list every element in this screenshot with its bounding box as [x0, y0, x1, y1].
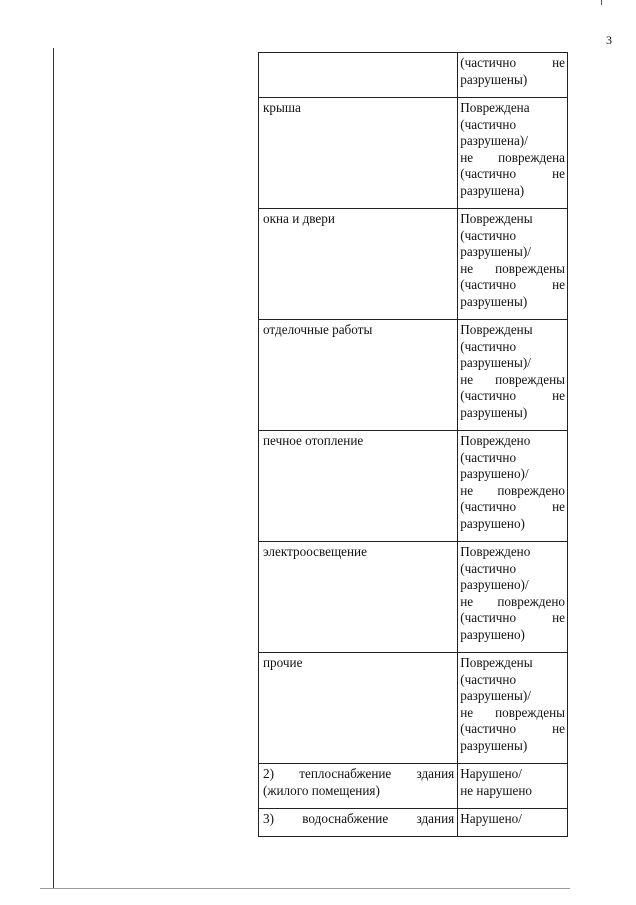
element-label: 2) теплоснабжение здания [263, 766, 455, 781]
damage-assessment-table [258, 52, 568, 837]
element-label: крыша [263, 100, 301, 115]
status-cell: Повреждено (частично разрушено)/ не повреждено (частично не разрушено) [458, 542, 568, 653]
element-cell [259, 653, 458, 764]
element-cell [259, 53, 458, 98]
status-cell: (частично не разрушены) [458, 53, 568, 98]
status-cell: Нарушено/ не нарушено [458, 764, 568, 809]
element-cell [259, 809, 458, 837]
element-cell: 2) теплоснабжение здания (жилого помещения) [259, 764, 458, 809]
scan-mark [601, 0, 602, 5]
status-cell: Повреждено (частично разрушено)/ не повреждено (частично не разрушено) [458, 431, 568, 542]
page-number: 3 [606, 33, 612, 47]
element-cell [259, 98, 458, 209]
element-cell [259, 431, 458, 542]
table-row [259, 809, 568, 837]
table-row [259, 653, 568, 764]
element-label: 3) водоснабжение здания [263, 811, 455, 826]
status-cell: Повреждены (частично разрушены)/ не повреждены (частично не разрушены) [458, 320, 568, 431]
status-cell: Повреждена (частично разрушена)/ не повреждена (частично не разрушена) [458, 98, 568, 209]
margin-line [53, 48, 54, 888]
element-cell [259, 542, 458, 653]
scan-edge-line [40, 888, 570, 889]
element-cell [259, 209, 458, 320]
table-row [259, 209, 568, 320]
table-row [259, 53, 568, 98]
element-label: отделочные работы [263, 322, 373, 337]
element-label: окна и двери [263, 211, 335, 226]
status-cell: Повреждены (частично разрушены)/ не повреждены (частично не разрушены) [458, 653, 568, 764]
status-cell: Нарушено/ [458, 809, 568, 837]
table-row [259, 764, 568, 809]
table-row [259, 320, 568, 431]
element-cell [259, 320, 458, 431]
element-label: печное отопление [263, 433, 364, 448]
table-row [259, 431, 568, 542]
status-cell: Повреждены (частично разрушены)/ не повреждены (частично не разрушены) [458, 209, 568, 320]
element-label: электроосвещение [263, 544, 367, 559]
table-row [259, 542, 568, 653]
element-label: прочие [263, 655, 303, 670]
table-row [259, 98, 568, 209]
